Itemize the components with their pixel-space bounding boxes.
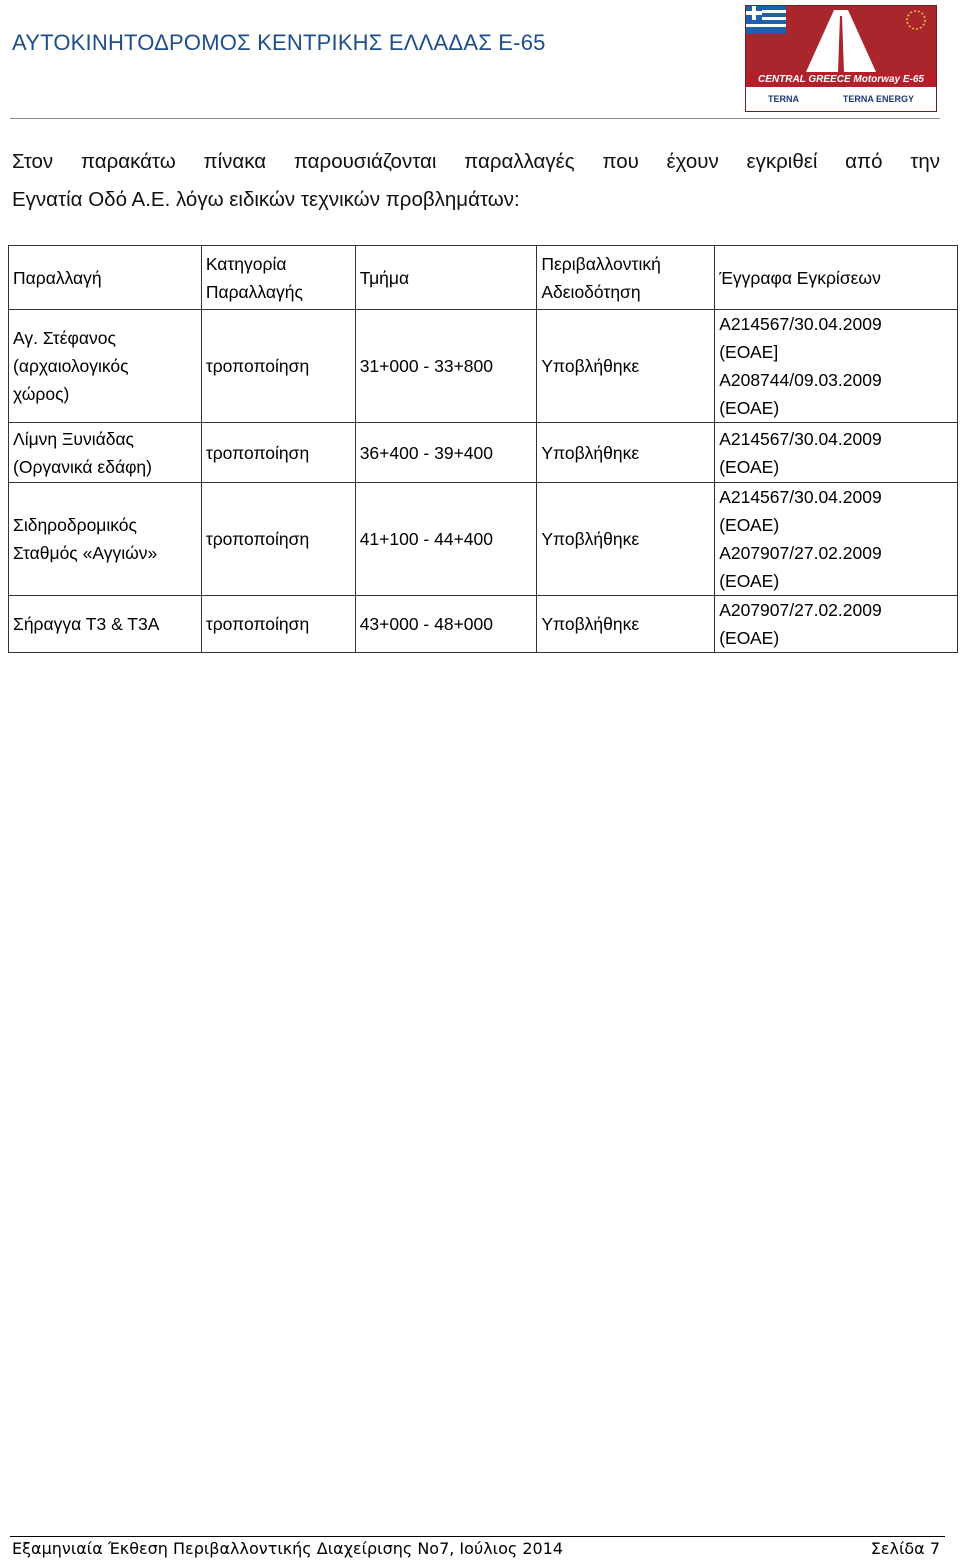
cell-category: τροποποίηση [201,423,355,483]
header-section: Τμήμα [355,246,537,310]
table-row [9,310,958,423]
cell-docs: Α214567/30.04.2009 (ΕΟΑΕ) Α207907/27.02.2009 (ΕΟΑΕ) [715,483,958,596]
footer-page-number: Σελίδα 7 [870,1539,940,1558]
cell-docs: Α207907/27.02.2009 (ΕΟΑΕ) [715,596,958,653]
cell-section: 31+000 - 33+800 [355,310,537,423]
cell-category: τροποποίηση [201,483,355,596]
table-row [9,423,958,483]
variations-table [8,245,958,653]
cell-variation: Σιδηροδρομικός Σταθμός «Αγγιών» [9,483,202,596]
header-divider [10,118,940,119]
header-variation: Παραλλαγή [9,246,202,310]
header-category: Κατηγορία Παραλλαγής [201,246,355,310]
cell-variation: Λίμνη Ξυνιάδας (Οργανικά εδάφη) [9,423,202,483]
cell-env: Υποβλήθηκε [537,483,715,596]
logo-brands [746,87,936,111]
cell-section: 41+100 - 44+400 [355,483,537,596]
cell-section: 36+400 - 39+400 [355,423,537,483]
header-approval-docs: Έγγραφα Εγκρίσεων [715,246,958,310]
cell-docs: Α214567/30.04.2009 (ΕΟΑΕ] Α208744/09.03.2009 (ΕΟΑΕ) [715,310,958,423]
footer-divider [10,1536,945,1537]
header-env-permit: Περιβαλλοντική Αδειοδότηση [537,246,715,310]
cell-variation: Σήραγγα Τ3 & Τ3Α [9,596,202,653]
intro-line-1: Στον παρακάτω πίνακα παρουσιάζονται παραλλαγές που έχουν εγκριθεί από την [12,150,940,173]
cell-section: 43+000 - 48+000 [355,596,537,653]
intro-paragraph [12,143,940,219]
terna-energy-logo-text: TERNA ENERGY [842,94,915,104]
table-row [9,483,958,596]
table-header-row [9,246,958,310]
motorway-road-graphic [746,6,936,72]
motorway-logo [745,5,937,112]
logo-band-text: CENTRAL GREECE Motorway E-65 [746,72,936,87]
cell-env: Υποβλήθηκε [537,423,715,483]
cell-env: Υποβλήθηκε [537,310,715,423]
cell-variation: Αγ. Στέφανος (αρχαιολογικός χώρος) [9,310,202,423]
cell-env: Υποβλήθηκε [537,596,715,653]
cell-docs: Α214567/30.04.2009 (ΕΟΑΕ) [715,423,958,483]
footer-report-title: Εξαμηνιαία Έκθεση Περιβαλλοντικής Διαχείρισης Νο7, Ιούλιος 2014 [12,1539,564,1558]
terna-logo-text: TERNA [767,94,799,104]
table-row [9,596,958,653]
intro-line-2: Εγνατία Οδό Α.Ε. λόγω ειδικών τεχνικών προβλημάτων: [12,188,520,211]
cell-category: τροποποίηση [201,310,355,423]
page-header-title: ΑΥΤΟΚΙΝΗΤΟΔΡΟΜΟΣ ΚΕΝΤΡΙΚΗΣ ΕΛΛΑΔΑΣ Ε-65 [12,30,546,55]
cell-category: τροποποίηση [201,596,355,653]
